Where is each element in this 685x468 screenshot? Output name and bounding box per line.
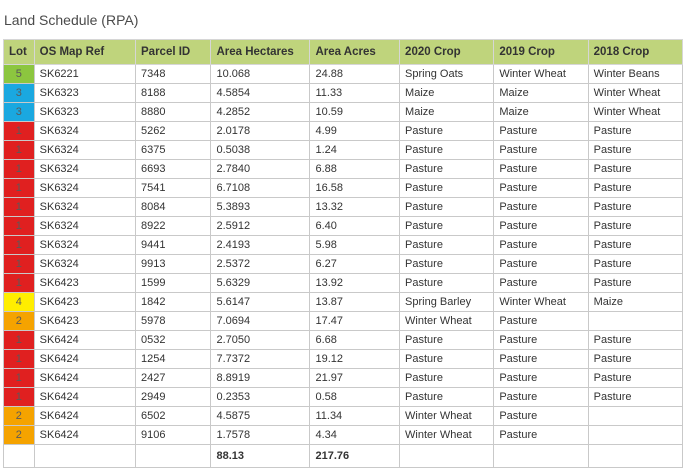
os-map-ref-cell: SK6324 <box>34 236 135 255</box>
crop-2018-cell: Pasture <box>588 350 682 369</box>
lot-cell: 1 <box>4 274 35 293</box>
page-title: Land Schedule (RPA) <box>4 12 139 28</box>
area-hectares-cell: 7.0694 <box>211 312 310 331</box>
parcel-id-cell: 5262 <box>136 122 211 141</box>
parcel-id-cell: 1842 <box>136 293 211 312</box>
header-os-map-ref: OS Map Ref <box>34 40 135 65</box>
table-row <box>4 369 683 388</box>
crop-2019-cell: Pasture <box>494 407 588 426</box>
crop-2018-cell <box>588 312 682 331</box>
table-row <box>4 122 683 141</box>
os-map-ref-cell: SK6424 <box>34 331 135 350</box>
crop-2018-cell: Pasture <box>588 141 682 160</box>
crop-2019-cell: Pasture <box>494 369 588 388</box>
parcel-id-cell: 7348 <box>136 65 211 84</box>
area-hectares-cell: 7.7372 <box>211 350 310 369</box>
totals-empty-cell <box>34 445 135 468</box>
totals-empty-cell <box>136 445 211 468</box>
parcel-id-cell: 1254 <box>136 350 211 369</box>
crop-2019-cell: Winter Wheat <box>494 65 588 84</box>
crop-2020-cell: Pasture <box>400 122 494 141</box>
table-row <box>4 198 683 217</box>
area-hectares-cell: 10.068 <box>211 65 310 84</box>
area-hectares-cell: 5.3893 <box>211 198 310 217</box>
area-hectares-cell: 2.5372 <box>211 255 310 274</box>
lot-cell: 1 <box>4 198 35 217</box>
area-hectares-cell: 8.8919 <box>211 369 310 388</box>
totals-empty-cell <box>588 445 682 468</box>
lot-cell: 1 <box>4 236 35 255</box>
area-hectares-cell: 4.5875 <box>211 407 310 426</box>
lot-cell: 1 <box>4 179 35 198</box>
os-map-ref-cell: SK6324 <box>34 160 135 179</box>
crop-2020-cell: Maize <box>400 84 494 103</box>
parcel-id-cell: 8880 <box>136 103 211 122</box>
area-acres-cell: 19.12 <box>310 350 400 369</box>
table-row <box>4 331 683 350</box>
crop-2018-cell: Winter Wheat <box>588 84 682 103</box>
area-hectares-cell: 2.0178 <box>211 122 310 141</box>
os-map-ref-cell: SK6324 <box>34 217 135 236</box>
table-row <box>4 426 683 445</box>
crop-2019-cell: Pasture <box>494 217 588 236</box>
crop-2019-cell: Pasture <box>494 331 588 350</box>
area-hectares-cell: 2.7840 <box>211 160 310 179</box>
area-hectares-cell: 2.7050 <box>211 331 310 350</box>
parcel-id-cell: 9106 <box>136 426 211 445</box>
lot-cell: 3 <box>4 84 35 103</box>
lot-cell: 3 <box>4 103 35 122</box>
area-hectares-cell: 4.5854 <box>211 84 310 103</box>
totals-empty-cell <box>4 445 35 468</box>
crop-2018-cell: Pasture <box>588 160 682 179</box>
table-row <box>4 65 683 84</box>
crop-2018-cell: Winter Wheat <box>588 103 682 122</box>
crop-2018-cell: Pasture <box>588 236 682 255</box>
parcel-id-cell: 6502 <box>136 407 211 426</box>
header-2019-crop: 2019 Crop <box>494 40 588 65</box>
land-schedule-table <box>3 39 683 468</box>
parcel-id-cell: 9913 <box>136 255 211 274</box>
crop-2018-cell: Pasture <box>588 255 682 274</box>
lot-cell: 1 <box>4 160 35 179</box>
total-acres: 217.76 <box>310 445 400 468</box>
area-acres-cell: 5.98 <box>310 236 400 255</box>
crop-2019-cell: Pasture <box>494 160 588 179</box>
header-2018-crop: 2018 Crop <box>588 40 682 65</box>
crop-2019-cell: Pasture <box>494 274 588 293</box>
lot-cell: 4 <box>4 293 35 312</box>
crop-2020-cell: Pasture <box>400 179 494 198</box>
area-acres-cell: 1.24 <box>310 141 400 160</box>
header-parcel-id: Parcel ID <box>136 40 211 65</box>
crop-2018-cell: Pasture <box>588 179 682 198</box>
lot-cell: 2 <box>4 407 35 426</box>
header-area-hectares: Area Hectares <box>211 40 310 65</box>
header-lot: Lot <box>4 40 35 65</box>
table-row <box>4 274 683 293</box>
table-row <box>4 141 683 160</box>
parcel-id-cell: 2949 <box>136 388 211 407</box>
table-row <box>4 407 683 426</box>
parcel-id-cell: 8084 <box>136 198 211 217</box>
total-hectares: 88.13 <box>211 445 310 468</box>
lot-cell: 1 <box>4 369 35 388</box>
area-acres-cell: 6.27 <box>310 255 400 274</box>
area-hectares-cell: 5.6329 <box>211 274 310 293</box>
os-map-ref-cell: SK6324 <box>34 179 135 198</box>
header-2020-crop: 2020 Crop <box>400 40 494 65</box>
area-acres-cell: 10.59 <box>310 103 400 122</box>
area-hectares-cell: 5.6147 <box>211 293 310 312</box>
lot-cell: 1 <box>4 141 35 160</box>
lot-cell: 1 <box>4 388 35 407</box>
parcel-id-cell: 2427 <box>136 369 211 388</box>
area-acres-cell: 13.32 <box>310 198 400 217</box>
parcel-id-cell: 8922 <box>136 217 211 236</box>
crop-2018-cell: Pasture <box>588 122 682 141</box>
crop-2018-cell: Pasture <box>588 274 682 293</box>
totals-empty-cell <box>400 445 494 468</box>
lot-cell: 2 <box>4 312 35 331</box>
area-acres-cell: 4.99 <box>310 122 400 141</box>
crop-2020-cell: Pasture <box>400 141 494 160</box>
lot-cell: 2 <box>4 426 35 445</box>
table-row <box>4 255 683 274</box>
os-map-ref-cell: SK6424 <box>34 369 135 388</box>
crop-2019-cell: Pasture <box>494 388 588 407</box>
crop-2020-cell: Pasture <box>400 255 494 274</box>
area-hectares-cell: 0.2353 <box>211 388 310 407</box>
crop-2020-cell: Pasture <box>400 160 494 179</box>
crop-2020-cell: Spring Oats <box>400 65 494 84</box>
lot-cell: 1 <box>4 350 35 369</box>
area-acres-cell: 6.88 <box>310 160 400 179</box>
crop-2020-cell: Pasture <box>400 274 494 293</box>
crop-2020-cell: Pasture <box>400 369 494 388</box>
area-acres-cell: 21.97 <box>310 369 400 388</box>
area-hectares-cell: 1.7578 <box>211 426 310 445</box>
os-map-ref-cell: SK6424 <box>34 426 135 445</box>
table-row <box>4 160 683 179</box>
table-row <box>4 236 683 255</box>
crop-2018-cell: Maize <box>588 293 682 312</box>
area-acres-cell: 24.88 <box>310 65 400 84</box>
crop-2019-cell: Pasture <box>494 141 588 160</box>
crop-2019-cell: Maize <box>494 84 588 103</box>
lot-cell: 5 <box>4 65 35 84</box>
crop-2020-cell: Pasture <box>400 217 494 236</box>
table-row <box>4 293 683 312</box>
os-map-ref-cell: SK6324 <box>34 198 135 217</box>
area-hectares-cell: 2.4193 <box>211 236 310 255</box>
area-acres-cell: 6.68 <box>310 331 400 350</box>
os-map-ref-cell: SK6423 <box>34 312 135 331</box>
crop-2019-cell: Pasture <box>494 426 588 445</box>
totals-empty-cell <box>494 445 588 468</box>
area-acres-cell: 17.47 <box>310 312 400 331</box>
area-hectares-cell: 2.5912 <box>211 217 310 236</box>
lot-cell: 1 <box>4 217 35 236</box>
lot-cell: 1 <box>4 122 35 141</box>
table-row <box>4 103 683 122</box>
os-map-ref-cell: SK6424 <box>34 407 135 426</box>
lot-cell: 1 <box>4 331 35 350</box>
area-hectares-cell: 0.5038 <box>211 141 310 160</box>
os-map-ref-cell: SK6323 <box>34 103 135 122</box>
crop-2019-cell: Pasture <box>494 179 588 198</box>
os-map-ref-cell: SK6424 <box>34 388 135 407</box>
crop-2020-cell: Pasture <box>400 350 494 369</box>
parcel-id-cell: 7541 <box>136 179 211 198</box>
crop-2019-cell: Pasture <box>494 236 588 255</box>
parcel-id-cell: 0532 <box>136 331 211 350</box>
crop-2018-cell: Pasture <box>588 331 682 350</box>
parcel-id-cell: 9441 <box>136 236 211 255</box>
area-acres-cell: 6.40 <box>310 217 400 236</box>
crop-2018-cell: Pasture <box>588 369 682 388</box>
parcel-id-cell: 1599 <box>136 274 211 293</box>
crop-2020-cell: Pasture <box>400 198 494 217</box>
os-map-ref-cell: SK6423 <box>34 274 135 293</box>
crop-2018-cell <box>588 407 682 426</box>
crop-2018-cell: Winter Beans <box>588 65 682 84</box>
table-body <box>4 65 683 468</box>
area-acres-cell: 11.34 <box>310 407 400 426</box>
table-row <box>4 179 683 198</box>
area-acres-cell: 13.92 <box>310 274 400 293</box>
crop-2019-cell: Maize <box>494 103 588 122</box>
area-acres-cell: 0.58 <box>310 388 400 407</box>
area-acres-cell: 11.33 <box>310 84 400 103</box>
crop-2020-cell: Winter Wheat <box>400 407 494 426</box>
crop-2020-cell: Winter Wheat <box>400 312 494 331</box>
crop-2020-cell: Pasture <box>400 331 494 350</box>
crop-2020-cell: Spring Barley <box>400 293 494 312</box>
os-map-ref-cell: SK6324 <box>34 141 135 160</box>
crop-2018-cell: Pasture <box>588 217 682 236</box>
os-map-ref-cell: SK6324 <box>34 255 135 274</box>
os-map-ref-cell: SK6324 <box>34 122 135 141</box>
parcel-id-cell: 5978 <box>136 312 211 331</box>
table-row <box>4 388 683 407</box>
crop-2019-cell: Pasture <box>494 122 588 141</box>
table-row <box>4 350 683 369</box>
area-acres-cell: 16.58 <box>310 179 400 198</box>
parcel-id-cell: 8188 <box>136 84 211 103</box>
crop-2020-cell: Pasture <box>400 236 494 255</box>
area-hectares-cell: 4.2852 <box>211 103 310 122</box>
os-map-ref-cell: SK6424 <box>34 350 135 369</box>
crop-2019-cell: Pasture <box>494 198 588 217</box>
area-hectares-cell: 6.7108 <box>211 179 310 198</box>
area-acres-cell: 13.87 <box>310 293 400 312</box>
crop-2018-cell: Pasture <box>588 388 682 407</box>
crop-2019-cell: Pasture <box>494 350 588 369</box>
area-acres-cell: 4.34 <box>310 426 400 445</box>
table-row <box>4 312 683 331</box>
crop-2019-cell: Winter Wheat <box>494 293 588 312</box>
crop-2018-cell <box>588 426 682 445</box>
crop-2018-cell: Pasture <box>588 198 682 217</box>
totals-row <box>4 445 683 468</box>
table-row <box>4 84 683 103</box>
table-header-row <box>4 40 683 65</box>
crop-2019-cell: Pasture <box>494 255 588 274</box>
os-map-ref-cell: SK6323 <box>34 84 135 103</box>
crop-2020-cell: Maize <box>400 103 494 122</box>
os-map-ref-cell: SK6423 <box>34 293 135 312</box>
table-row <box>4 217 683 236</box>
parcel-id-cell: 6693 <box>136 160 211 179</box>
parcel-id-cell: 6375 <box>136 141 211 160</box>
header-area-acres: Area Acres <box>310 40 400 65</box>
os-map-ref-cell: SK6221 <box>34 65 135 84</box>
crop-2019-cell: Pasture <box>494 312 588 331</box>
lot-cell: 1 <box>4 255 35 274</box>
crop-2020-cell: Winter Wheat <box>400 426 494 445</box>
crop-2020-cell: Pasture <box>400 388 494 407</box>
